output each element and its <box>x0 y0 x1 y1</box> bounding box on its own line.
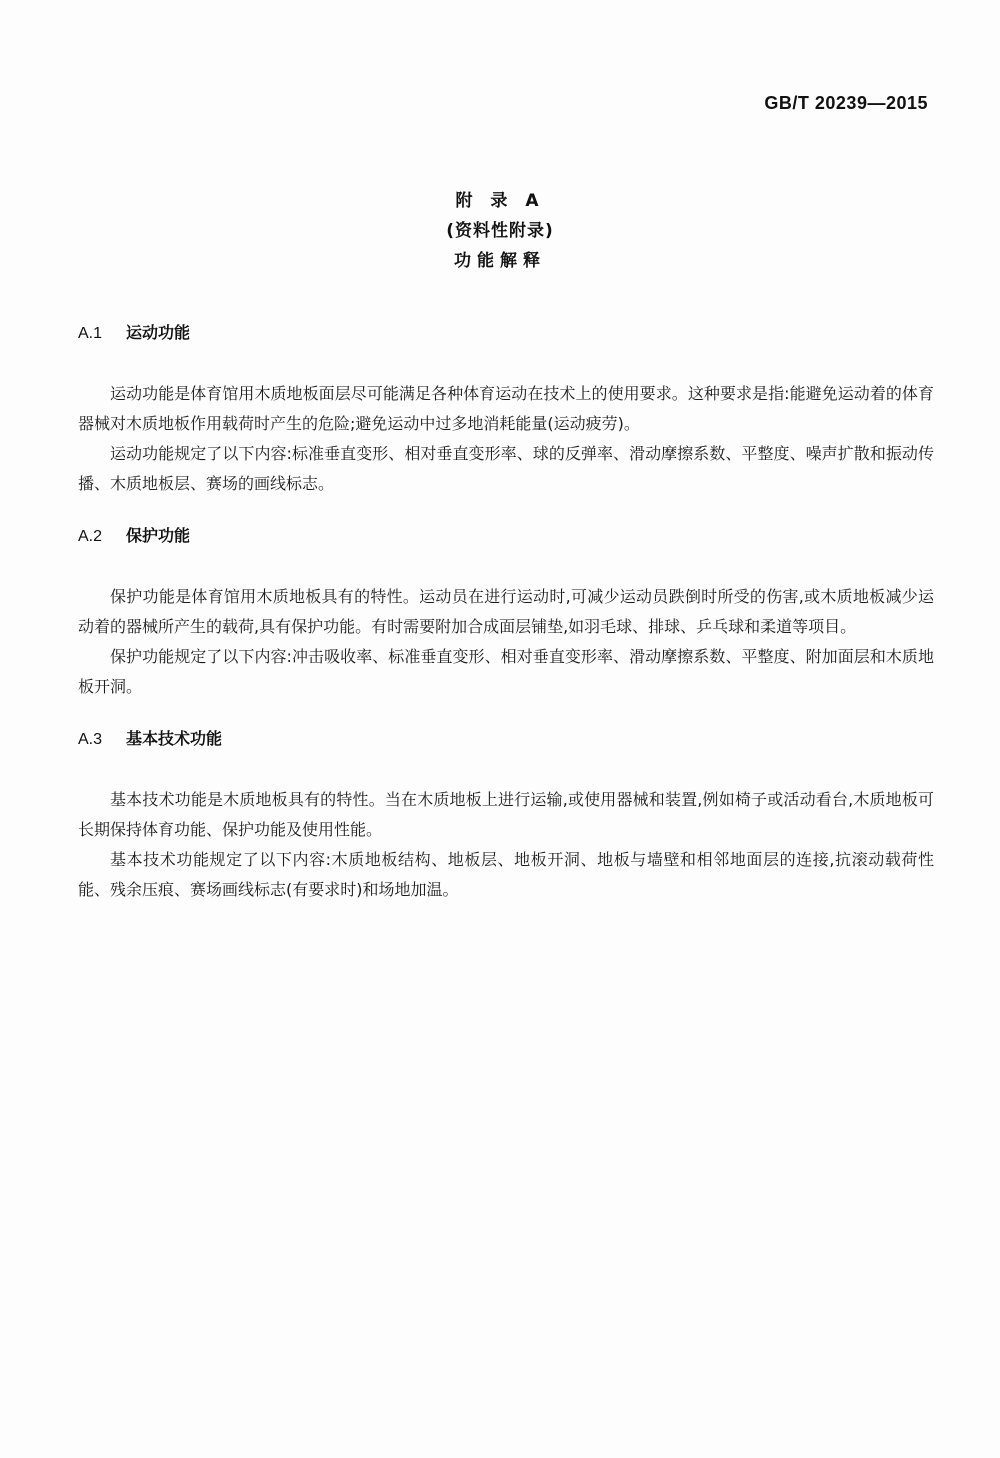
annex-nature: (资料性附录) <box>446 221 554 241</box>
annex-label: 附 录 A <box>455 191 545 211</box>
paragraph: 保护功能是体育馆用木质地板具有的特性。运动员在进行运动时,可减少运动员跌倒时所受的伤害,或木质地板减少运动着的器械所产生的载荷,具有保护功能。有时需要附加合成面层铺垫,如羽毛球、排球、乒乓球和柔道等项目。 <box>78 587 934 636</box>
section-heading <box>78 724 934 755</box>
annex-title: 功能解释 <box>454 251 546 271</box>
paragraph: 基本技术功能是木质地板具有的特性。当在木质地板上进行运输,或使用器械和装置,例如椅子或活动看台,木质地板可长期保持体育功能、保护功能及使用性能。 <box>78 790 934 839</box>
section-a1 <box>78 318 934 499</box>
section-a3 <box>78 724 934 905</box>
section-title: 基本技术功能 <box>126 729 223 748</box>
paragraph: 运动功能规定了以下内容:标准垂直变形、相对垂直变形率、球的反弹率、滑动摩擦系数、平整度、噪声扩散和振动传播、木质地板层、赛场的画线标志。 <box>78 444 934 493</box>
paragraph: 基本技术功能规定了以下内容:木质地板结构、地板层、地板开洞、地板与墙壁和相邻地面层的连接,抗滚动载荷性能、残余压痕、赛场画线标志(有要求时)和场地加温。 <box>78 850 934 899</box>
section-title: 保护功能 <box>126 526 191 545</box>
section-a2 <box>78 521 934 702</box>
annex-heading <box>0 186 1000 276</box>
section-number: A.3 <box>78 731 103 748</box>
section-title: 运动功能 <box>126 323 191 342</box>
section-number: A.1 <box>78 325 103 342</box>
section-heading <box>78 318 934 349</box>
paragraph: 保护功能规定了以下内容:冲击吸收率、标准垂直变形、相对垂直变形率、滑动摩擦系数、平整度、附加面层和木质地板开洞。 <box>78 647 934 696</box>
section-heading <box>78 521 934 552</box>
section-number: A.2 <box>78 528 103 545</box>
document-code: GB/T 20239—2015 <box>764 93 928 113</box>
document-body <box>78 318 934 927</box>
paragraph: 运动功能是体育馆用木质地板面层尽可能满足各种体育运动在技术上的使用要求。这种要求是指:能避免运动着的体育器械对木质地板作用载荷时产生的危险;避免运动中过多地消耗能量(运动疲劳)。 <box>78 384 934 433</box>
